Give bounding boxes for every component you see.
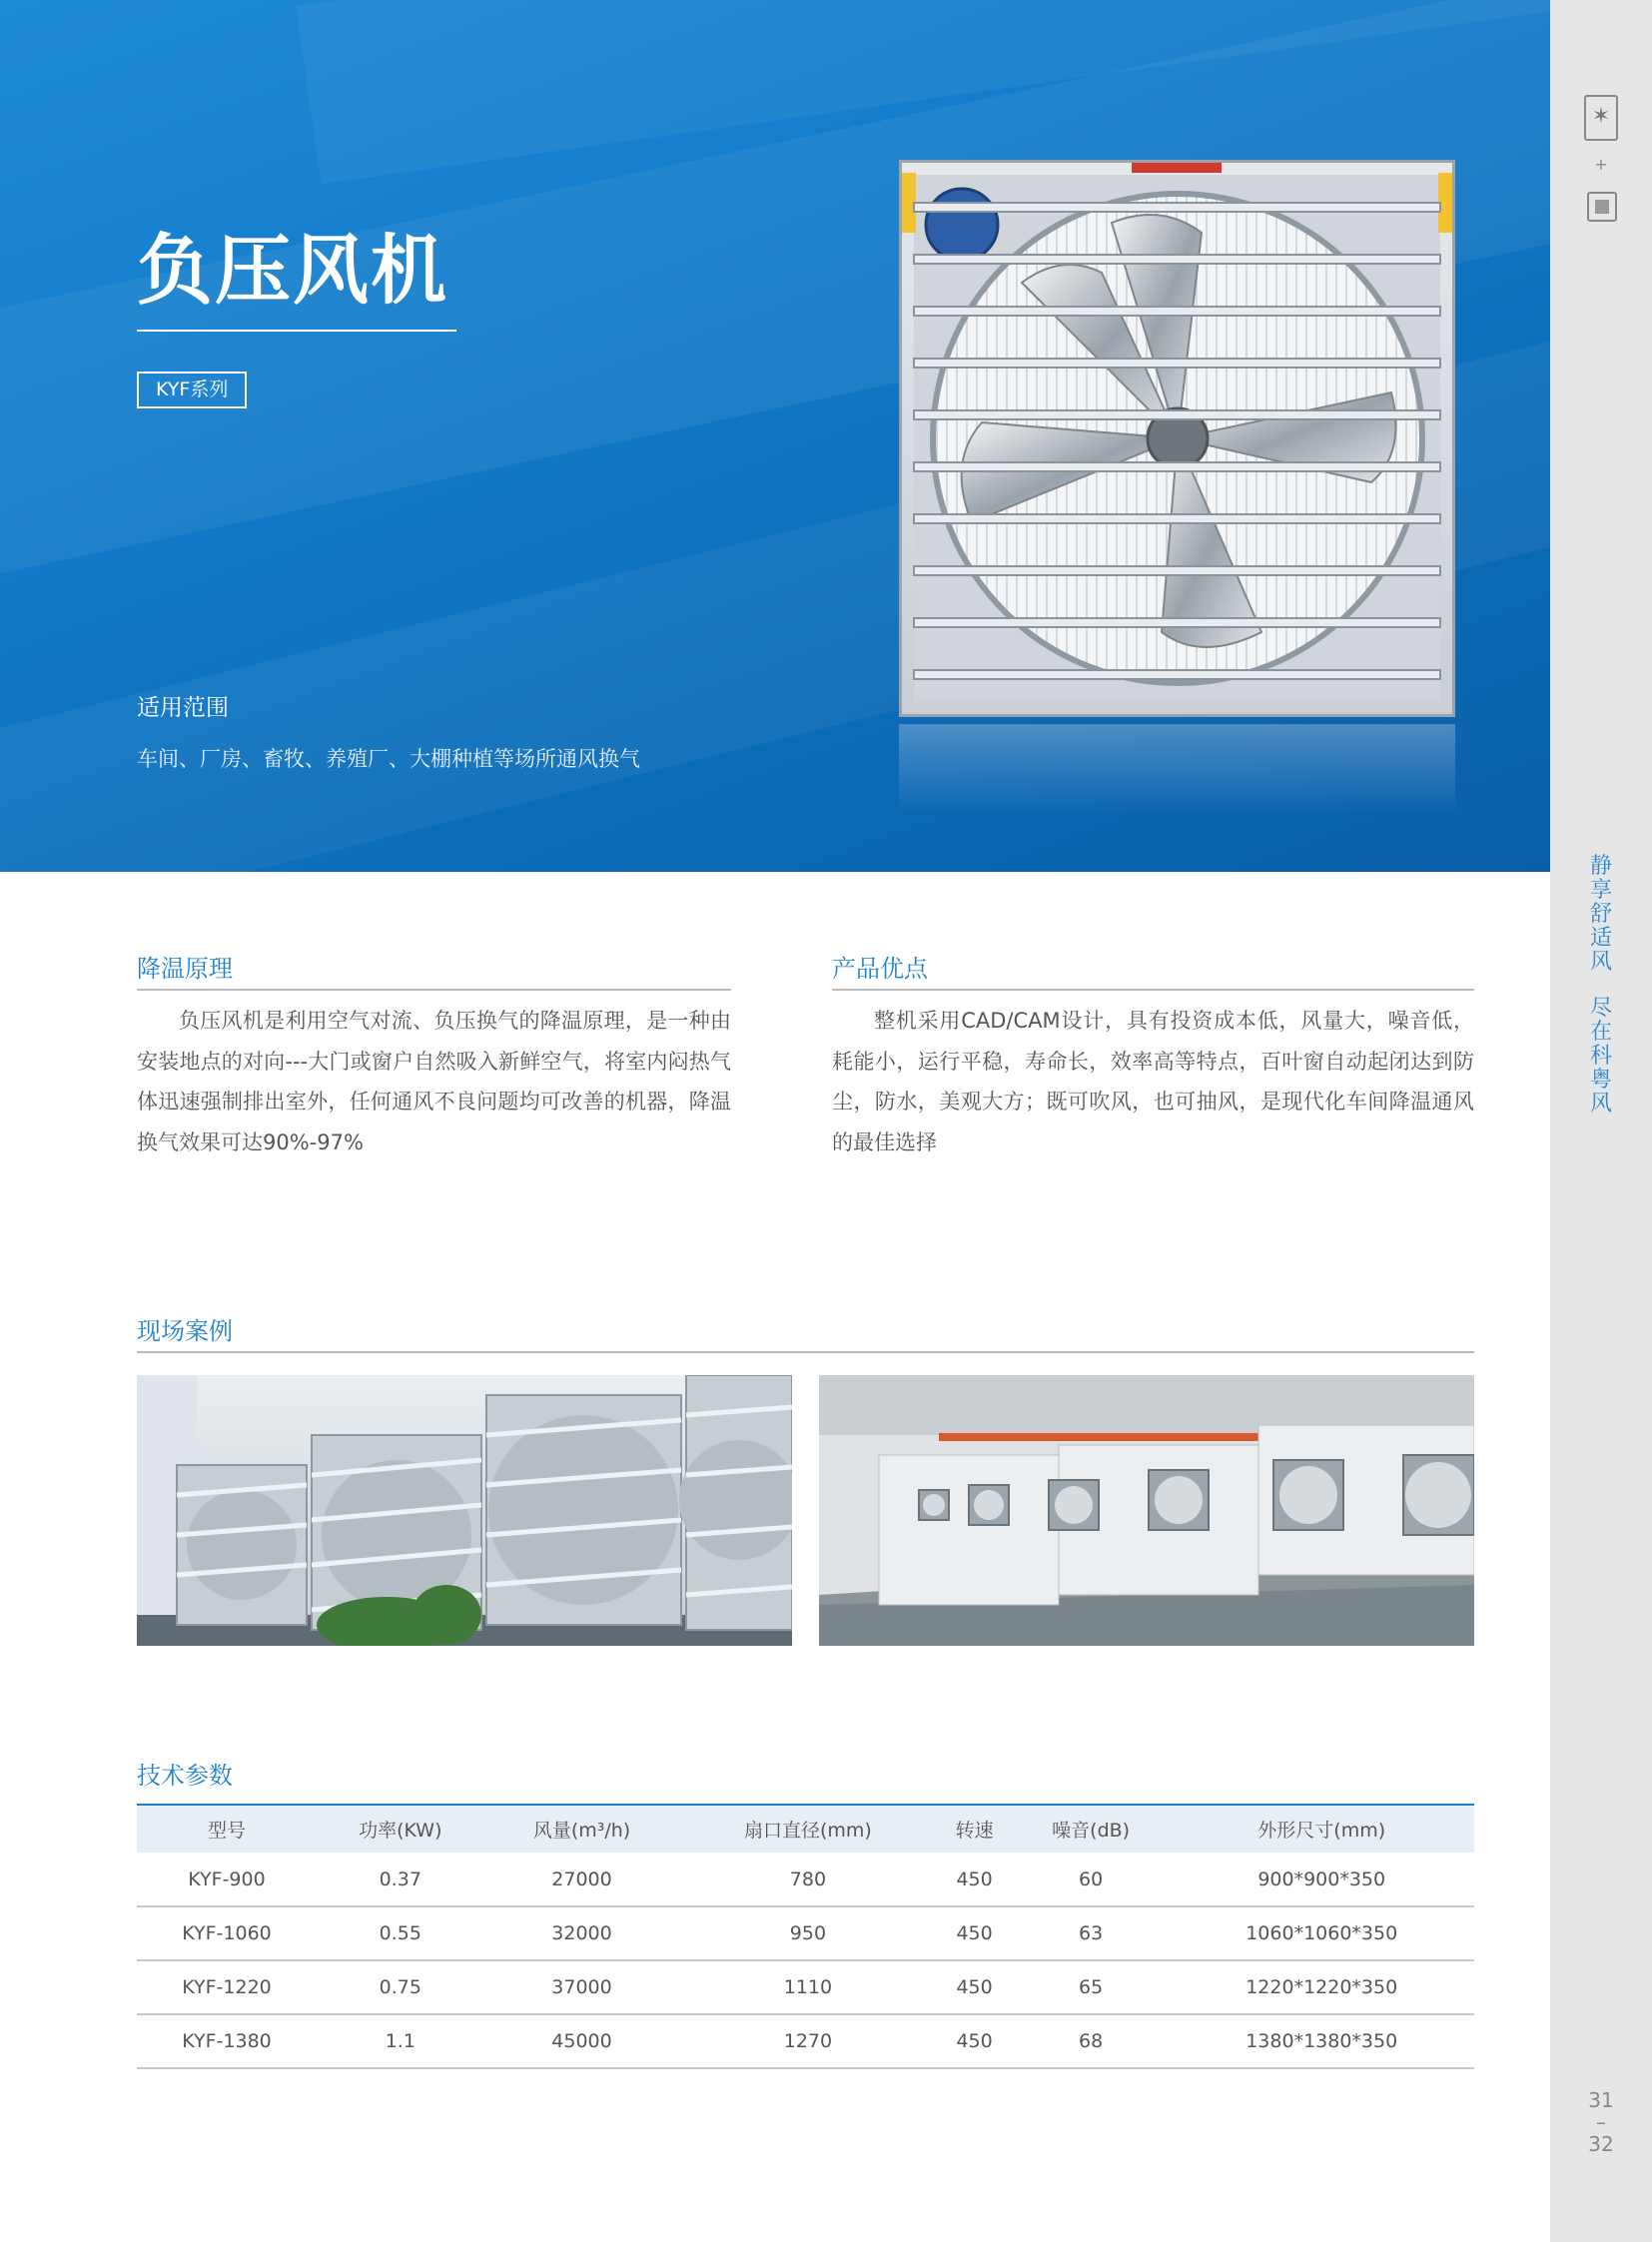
- table-cell: 450: [936, 1853, 1012, 1906]
- table-cell: 450: [936, 1906, 1012, 1960]
- slogan-char: 适: [1589, 926, 1612, 951]
- title-divider: [137, 330, 456, 332]
- table-cell: 900*900*350: [1169, 1853, 1474, 1906]
- plus-icon: +: [1594, 155, 1608, 174]
- table-cell: 32000: [484, 1906, 680, 1960]
- table-header-cell: 风量(m³/h): [484, 1805, 680, 1853]
- advantages-text: 整机采用CAD/CAM设计，具有投资成本低，风量大，噪音低，耗能小，运行平稳，寿命长，效率高等特点，百叶窗自动起闭达到防尘，防水，美观大方；既可吹风，也可抽风，是现代化车间降温通风的最佳选择: [832, 1009, 1474, 1154]
- table-cell: 68: [1013, 2014, 1170, 2068]
- page-title: 负压风机: [137, 226, 448, 315]
- slogan-char: 舒: [1589, 902, 1612, 927]
- slogan-char: 在: [1589, 1020, 1612, 1045]
- case-photo-workshop: [819, 1375, 1474, 1646]
- table-cell: 1270: [679, 2014, 936, 2068]
- table-cell: 1380*1380*350: [1169, 2014, 1474, 2068]
- table-cell: 0.37: [317, 1853, 484, 1906]
- table-header-cell: 功率(KW): [317, 1805, 484, 1853]
- table-cell: KYF-1060: [137, 1906, 317, 1960]
- fan-reflection: [899, 724, 1455, 814]
- series-badge: KYF系列: [137, 372, 247, 408]
- table-cell: KYF-900: [137, 1853, 317, 1906]
- outdoor-fans-illustration: [137, 1375, 792, 1646]
- table-cell: 27000: [484, 1853, 680, 1906]
- table-cell: KYF-1380: [137, 2014, 317, 2068]
- specs-heading: 技术参数: [137, 1762, 233, 1790]
- slogan-char: 尽: [1589, 996, 1612, 1021]
- table-cell: 45000: [484, 2014, 680, 2068]
- table-header-cell: 噪音(dB): [1013, 1805, 1170, 1853]
- fan-illustration: [902, 163, 1452, 714]
- sidebar: [1550, 0, 1652, 2242]
- slogan-char: 科: [1589, 1044, 1612, 1069]
- advantages-divider: [832, 989, 1474, 991]
- table-cell: KYF-1220: [137, 1960, 317, 2014]
- slogan: [1550, 855, 1652, 1117]
- slogan-char: 风: [1589, 950, 1612, 975]
- table-cell: 950: [679, 1906, 936, 1960]
- table-cell: 450: [936, 2014, 1012, 2068]
- fan-product-image: [899, 160, 1455, 717]
- page-number-from: 31: [1588, 2088, 1614, 2112]
- cases-heading: 现场案例: [137, 1317, 233, 1345]
- hero-banner: [0, 0, 1550, 872]
- table-cell: 60: [1013, 1853, 1170, 1906]
- slogan-char: 粤: [1589, 1068, 1612, 1093]
- page-number: [1550, 2089, 1652, 2155]
- table-cell: 1220*1220*350: [1169, 1960, 1474, 2014]
- scope-text: 车间、厂房、畜牧、养殖厂、大棚种植等场所通风换气: [137, 747, 640, 771]
- table-cell: 0.75: [317, 1960, 484, 2014]
- table-cell: 65: [1013, 1960, 1170, 2014]
- scope-heading: 适用范围: [137, 695, 229, 721]
- table-row: [137, 1853, 1474, 1906]
- square-logo-icon: [1587, 192, 1617, 222]
- table-cell: 450: [936, 1960, 1012, 2014]
- table-cell: 1060*1060*350: [1169, 1906, 1474, 1960]
- table-header-cell: 型号: [137, 1805, 317, 1853]
- brand-logo-icon: ✶: [1584, 95, 1618, 141]
- cooling-text: 负压风机是利用空气对流、负压换气的降温原理，是一种由安装地点的对向---大门或窗户自然吸入新鲜空气，将室内闷热气体迅速强制排出室外，任何通风不良问题均可改善的机器，降温换气效果可达90%-97%: [137, 1009, 731, 1154]
- cooling-heading: 降温原理: [137, 955, 233, 983]
- cases-divider: [137, 1351, 1474, 1353]
- table-row: [137, 2014, 1474, 2068]
- page-number-separator: –: [1596, 2110, 1606, 2134]
- advantages-heading: 产品优点: [832, 955, 928, 983]
- table-cell: 1110: [679, 1960, 936, 2014]
- case-photo-outdoor: [137, 1375, 792, 1646]
- table-header-row: [137, 1805, 1474, 1853]
- cooling-divider: [137, 989, 731, 991]
- table-cell: 37000: [484, 1960, 680, 2014]
- table-header-cell: 扇口直径(mm): [679, 1805, 936, 1853]
- slogan-char: 静: [1589, 854, 1612, 879]
- table-header-cell: 外形尺寸(mm): [1169, 1805, 1474, 1853]
- table-cell: 780: [679, 1853, 936, 1906]
- workshop-fans-illustration: [819, 1375, 1474, 1646]
- table-row: [137, 1906, 1474, 1960]
- page-number-to: 32: [1588, 2132, 1614, 2156]
- spec-table: [137, 1804, 1474, 2069]
- table-header-cell: 转速: [936, 1805, 1012, 1853]
- table-cell: 63: [1013, 1906, 1170, 1960]
- table-cell: 0.55: [317, 1906, 484, 1960]
- slogan-char: 风: [1589, 1092, 1612, 1117]
- table-row: [137, 1960, 1474, 2014]
- slogan-char: 享: [1589, 878, 1612, 903]
- table-cell: 1.1: [317, 2014, 484, 2068]
